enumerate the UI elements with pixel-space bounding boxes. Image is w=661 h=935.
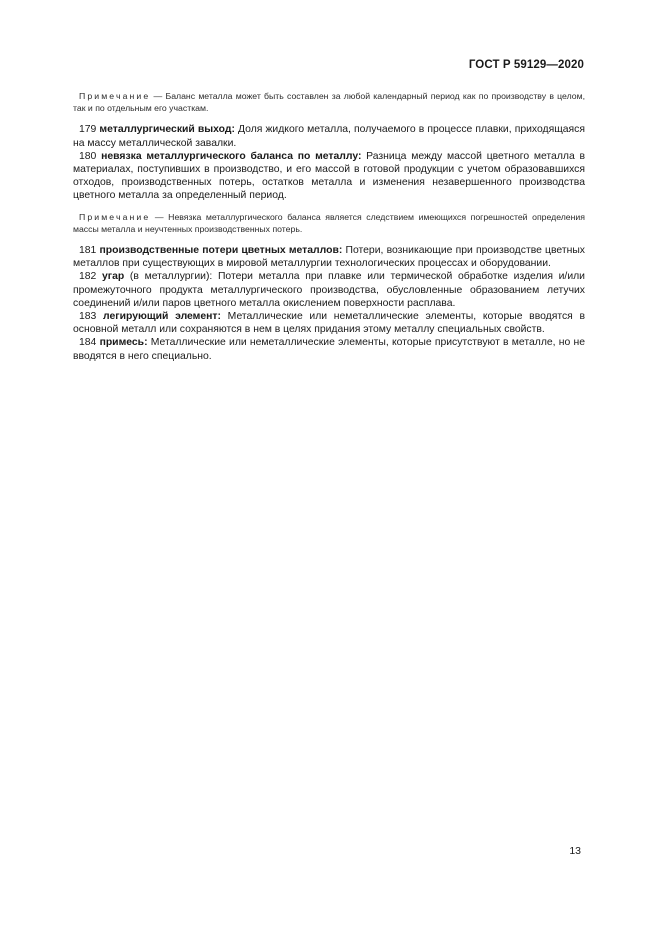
entry-181: [73, 244, 585, 270]
note-text: — Невязка металлургического баланса является следствием имеющихся погрешностей определения массы металла и неучтенных производственных потерь.: [73, 211, 585, 234]
entry-number: 184: [79, 337, 97, 349]
entry-definition: Металлические или неметаллические элементы, которые вводятся в основной металл или сохраняются в нем в целях придания этому металлу специальных свойств.: [73, 311, 586, 336]
entry-number: 181: [79, 245, 97, 257]
entry-definition: Потери, возникающие при производстве цветных металлов при существующих в мировой металлургии технологических процессах и оборудовании.: [73, 245, 586, 270]
note-label: Примечание: [79, 211, 151, 222]
note-balance-period: [73, 90, 585, 114]
entry-term: угар: [102, 271, 125, 283]
document-code: ГОСТ Р 59129—2020: [468, 59, 584, 71]
entry-182: [73, 270, 585, 310]
entry-number: 183: [79, 311, 97, 323]
entry-definition: Металлические или неметаллические элементы, которые присутствуют в металле, но не вводятся в него специально.: [73, 337, 586, 362]
entry-definition: Доля жидкого металла, получаемого в процессе плавки, приходящаяся на массу металлической завалки.: [73, 124, 585, 149]
entry-number: 180: [79, 150, 97, 162]
page-number: 13: [569, 845, 581, 857]
entry-definition: (в металлургии): Потери металла при плавке или термической обработке изделия и/или промежуточного продукта металлургического производства, обусловленные образованием летучих соединений и/или паров цветного металла окислением поверхности расплава.: [73, 271, 585, 309]
entry-term: производственные потери цветных металлов:: [99, 245, 343, 257]
entry-term: невязка металлургического баланса по металлу:: [101, 150, 362, 162]
entry-term: примесь:: [99, 337, 148, 349]
note-balance-discrepancy: [73, 211, 585, 235]
entry-184: [73, 336, 585, 362]
entry-number: 179: [79, 124, 97, 136]
note-label: Примечание: [79, 91, 151, 101]
entry-180: [73, 150, 585, 203]
entry-183: [73, 310, 585, 336]
note-text: — Баланс металла может быть составлен за любой календарный период как по производству в целом, так и по отдельным его участкам.: [73, 91, 585, 114]
entry-term: легирующий элемент:: [103, 311, 221, 323]
entry-179: [73, 123, 585, 149]
entry-definition: Разница между массой цветного металла в материалах, поступивших в производство, и его массой в готовой продукции с учетом образовавшихся отходов, производственных потерь, остатков металла и изменения незавершенного производства цветного металла за определенный период.: [73, 150, 585, 202]
page-content: [73, 90, 585, 363]
entry-number: 182: [79, 271, 97, 283]
entry-term: металлургический выход:: [99, 124, 235, 136]
